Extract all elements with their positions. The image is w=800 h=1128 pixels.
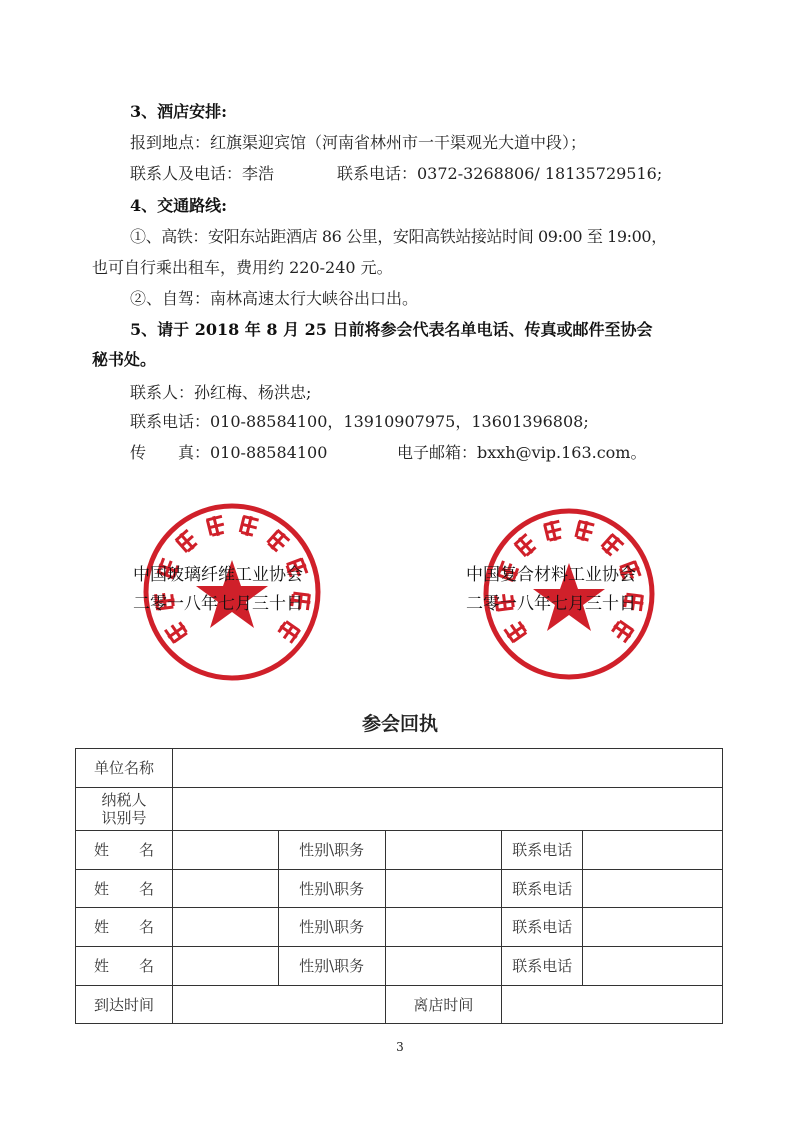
- secretariat-fax: 传 真：010-88584100: [130, 443, 328, 462]
- drive-route: ②、自驾：南林高速太行大峡谷出口出。: [130, 289, 419, 308]
- page-number: 3: [396, 1040, 404, 1054]
- section4-heading: 4、交通路线:: [130, 196, 228, 215]
- arrival-field[interactable]: [172, 986, 385, 1024]
- gender-title-field[interactable]: [385, 870, 502, 908]
- signature-date: 二零一八年七月三十日: [133, 594, 303, 614]
- stamp-glyph: [206, 514, 226, 537]
- secretariat-email: 电子邮箱：bxxh@vip.163.com。: [397, 443, 647, 462]
- secretariat-contacts: 联系人：孙红梅、杨洪忠;: [130, 383, 312, 402]
- gender-title-label: 性别\职务: [278, 870, 385, 908]
- phone-field[interactable]: [583, 947, 723, 986]
- stamp-glyph: [276, 620, 302, 645]
- name-field[interactable]: [172, 831, 278, 870]
- phone-label: 联系电话: [502, 831, 583, 870]
- name-label: 姓 名: [76, 947, 173, 986]
- tax-id-label-line1: 纳税人: [101, 791, 147, 809]
- attendee-row: [76, 870, 723, 908]
- section5-heading: 5、请于 2018 年 8 月 25 日前将参会代表名单电话、传真或邮件至协会: [130, 320, 653, 339]
- form-title: 参会回执: [361, 713, 438, 735]
- gender-title-label: 性别\职务: [278, 831, 385, 870]
- attendee-row: [76, 831, 723, 870]
- departure-field[interactable]: [502, 986, 723, 1024]
- tax-id-field[interactable]: [172, 788, 722, 831]
- name-label: 姓 名: [76, 908, 173, 947]
- phone-field[interactable]: [583, 908, 723, 947]
- secretariat-phones: 联系电话：010-88584100，13910907975，13601396808;: [130, 412, 589, 431]
- signature-composite: [466, 561, 636, 619]
- attendee-row: [76, 947, 723, 986]
- section5-heading-cont: 秘书处。: [92, 350, 157, 369]
- gender-title-field[interactable]: [385, 947, 502, 986]
- name-label: 姓 名: [76, 870, 173, 908]
- rail-route-line2: 也可自行乘出租车，费用约 220-240 元。: [92, 258, 393, 277]
- stamp-glyph: [609, 619, 635, 644]
- gender-title-label: 性别\职务: [278, 908, 385, 947]
- stamp-glyph: [164, 620, 190, 645]
- unit-name-field[interactable]: [172, 749, 722, 788]
- stamp-glyph: [543, 519, 563, 542]
- stamp-glyph: [574, 519, 594, 542]
- unit-name-label: 单位名称: [76, 749, 173, 788]
- stamp-glyph: [503, 619, 529, 644]
- phone-label: 联系电话: [502, 870, 583, 908]
- phone-label: 联系电话: [502, 947, 583, 986]
- signature-glass-fiber: [133, 561, 303, 619]
- gender-title-field[interactable]: [385, 831, 502, 870]
- gender-title-label: 性别\职务: [278, 947, 385, 986]
- name-field[interactable]: [172, 947, 278, 986]
- name-field[interactable]: [172, 870, 278, 908]
- gender-title-field[interactable]: [385, 908, 502, 947]
- signature-org: 中国玻璃纤维工业协会: [133, 565, 303, 585]
- stamp-glyph: [265, 529, 290, 555]
- stamp-glyph: [239, 514, 259, 537]
- stamp-glyph: [600, 533, 625, 559]
- phone-field[interactable]: [583, 831, 723, 870]
- stamp-glyph: [174, 529, 199, 555]
- signature-date: 二零一八年七月三十日: [466, 594, 636, 614]
- stamp-glyph: [513, 533, 538, 559]
- rail-route-line1: ①、高铁：安阳东站距酒店 86 公里，安阳高铁站接站时间 09:00 至 19:00，: [130, 227, 667, 246]
- phone-label: 联系电话: [502, 908, 583, 947]
- checkin-location: 报到地点：红旗渠迎宾馆（河南省林州市一干渠观光大道中段）；: [130, 133, 587, 152]
- departure-label: 离店时间: [385, 986, 502, 1024]
- name-field[interactable]: [172, 908, 278, 947]
- hotel-contact-phone: 联系电话：0372-3268806/ 18135729516;: [337, 164, 663, 183]
- section3-heading: 3、酒店安排:: [130, 102, 228, 121]
- attendee-row: [76, 908, 723, 947]
- registration-form: [75, 748, 723, 1024]
- tax-id-label: [76, 788, 173, 831]
- name-label: 姓 名: [76, 831, 173, 870]
- signature-org: 中国复合材料工业协会: [466, 565, 636, 585]
- phone-field[interactable]: [583, 870, 723, 908]
- tax-id-label-line2: 识别号: [101, 809, 147, 827]
- hotel-contact: 联系人及电话：李浩: [130, 164, 275, 183]
- arrival-label: 到达时间: [76, 986, 173, 1024]
